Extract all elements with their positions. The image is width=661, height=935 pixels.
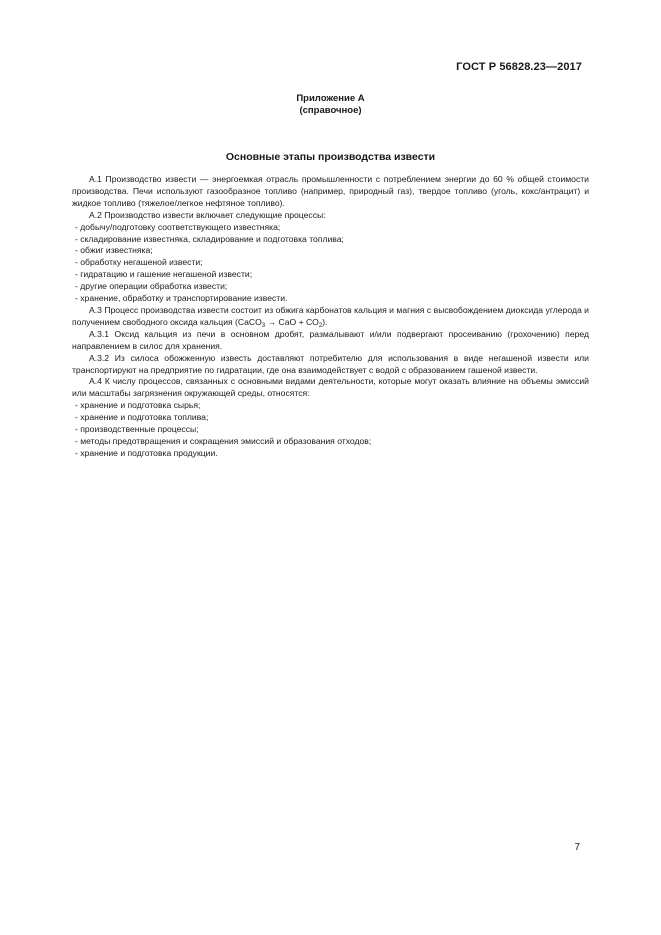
list-a4 (72, 400, 589, 460)
paragraph-a3-text: А.3 Процесс производства извести состоит из обжига карбонатов кальция и магния с высвобождением диоксида углерода и получением свободного оксида кальция ( (72, 304, 589, 327)
document-code: ГОСТ Р 56828.23—2017 (456, 61, 582, 73)
list-item: - хранение, обработку и транспортирование извести. (75, 293, 288, 304)
list-item: - обработку негашеной извести; (75, 257, 203, 268)
list-item: - добычу/подготовку соответствующего известняка; (75, 221, 281, 232)
list-item: - другие операции обработка извести; (75, 281, 228, 292)
annex-heading (0, 93, 661, 117)
section-title: Основные этапы производства извести (225, 151, 436, 163)
paragraph-a1: А.1 Производство извести — энергоемкая отрасль промышленности с потреблением энергии до 60 % общей стоимости производства. Печи используют газообразное топливо (например, природный газ), твердое топливо (уголь, кокс/антрацит) и жидкое топливо (тяжелое/легкое нефтяное топливо). (72, 174, 589, 208)
annex-subtitle: (справочное) (299, 105, 362, 116)
paragraph-a3 (72, 305, 589, 329)
list-item: - хранение и подготовка топлива; (75, 412, 209, 423)
list-item: - производственные процессы; (75, 424, 199, 435)
annex-title: Приложение А (296, 93, 365, 104)
list-item: - обжиг известняка; (75, 245, 153, 256)
list-item: - методы предотвращения и сокращения эмиссий и образования отходов; (75, 435, 372, 446)
list-item: - хранение и подготовка сырья; (75, 400, 201, 411)
list-item: - складирование известняка, складирование и подготовка топлива; (75, 233, 344, 244)
list-a2 (72, 222, 589, 305)
document-body (72, 174, 589, 460)
paragraph-a4: А.4 К числу процессов, связанных с основными видами деятельности, которые могут оказать влияние на объемы эмиссий или масштабы загрязнения окружающей среды, относятся: (72, 376, 589, 399)
paragraph-a3-2: А.3.2 Из силоса обожженную известь доставляют потребителю для использования в виде негашеной извести или транспортируют на предприятие по гидратации, где она взаимодействует с водой с образованием гашеной извести. (72, 352, 589, 375)
reaction-formula: CaCO$_3$ → CaO + $CO_2$). (237, 316, 328, 329)
list-item: - хранение и подготовка продукции. (75, 447, 218, 458)
list-item: - гидратацию и гашение негашеной извести; (75, 269, 253, 280)
paragraph-a3-1: А.3.1 Оксид кальция из печи в основном дробят, размалывают и/или подвергают просеиванию (грохочению) перед направлением в силос для хранения. (72, 328, 589, 351)
paragraph-a2: А.2 Производство извести включает следующие процессы: (89, 209, 326, 220)
page-number: 7 (574, 842, 580, 853)
